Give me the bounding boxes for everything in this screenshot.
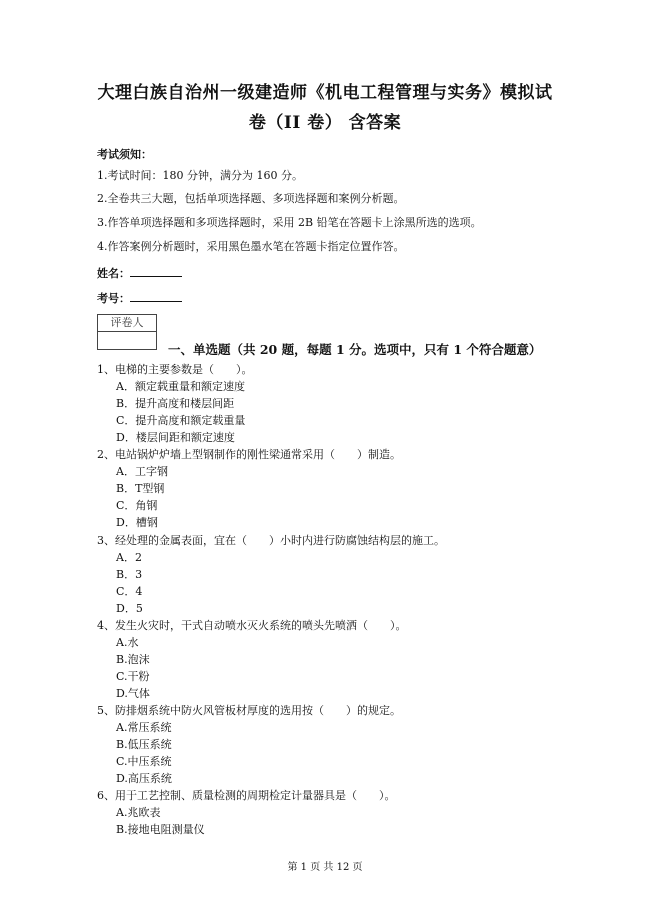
question-option: B.低压系统: [116, 738, 172, 751]
question-option: C.干粉: [116, 670, 150, 683]
exam-no-field: [97, 290, 182, 306]
notice-item: 4.作答案例分析题时，采用黑色墨水笔在答题卡指定位置作答。: [97, 240, 405, 253]
question-stem: 1、电梯的主要参数是（ ）。: [97, 363, 253, 376]
question-option: C．角钢: [116, 499, 158, 512]
exam-no-label: 考号：: [97, 292, 130, 305]
question-stem: 2、电站锅炉炉墙上型钢制作的刚性梁通常采用（ ）制造。: [97, 448, 401, 461]
question-option: D．楼层间距和额定速度: [116, 431, 235, 444]
question-option: A．工字钢: [116, 465, 168, 478]
name-label: 姓名：: [97, 267, 130, 280]
question-option: D．槽钢: [116, 516, 158, 529]
notice-heading: 考试须知：: [97, 148, 152, 161]
name-field: [97, 265, 182, 281]
question-option: B．提升高度和楼层间距: [116, 397, 235, 410]
question-option: C．4: [116, 585, 143, 598]
grader-box: [97, 314, 157, 350]
question-option: A.水: [116, 636, 139, 649]
name-blank: [130, 266, 182, 277]
question-option: D．5: [116, 602, 143, 615]
question-stem: 3、经处理的金属表面，宜在（ ）小时内进行防腐蚀结构层的施工。: [97, 534, 445, 547]
question-option: B．T型钢: [116, 482, 165, 495]
title-line-2: 卷（II 卷） 含答案: [248, 113, 402, 133]
question-option: A．2: [116, 551, 142, 564]
exam-no-blank: [130, 291, 182, 302]
page-footer: 第 1 页 共 12 页: [287, 862, 363, 873]
notice-item: 2.全卷共三大题，包括单项选择题、多项选择题和案例分析题。: [97, 192, 405, 205]
question-option: A.兆欧表: [116, 806, 161, 819]
notice-item: 1.考试时间：180 分钟，满分为 160 分。: [97, 169, 303, 182]
question-stem: 5、防排烟系统中防火风管板材厚度的选用按（ ）的规定。: [97, 704, 401, 717]
question-option: D.气体: [116, 687, 150, 700]
question-option: D.高压系统: [116, 772, 172, 785]
question-option: A．额定载重量和额定速度: [116, 380, 245, 393]
question-stem: 4、发生火灾时，干式自动喷水灭火系统的喷头先喷洒（ ）。: [97, 619, 407, 632]
section-title: 一、单选题（共 20 题，每题 1 分。选项中，只有 1 个符合题意）: [168, 342, 542, 357]
notice-item: 3.作答单项选择题和多项选择题时，采用 2B 铅笔在答题卡上涂黑所选的选项。: [97, 216, 482, 229]
question-stem: 6、用于工艺控制、质量检测的周期检定计量器具是（ ）。: [97, 789, 396, 802]
grader-label: 评卷人: [98, 315, 156, 332]
question-option: C．提升高度和额定载重量: [116, 414, 246, 427]
question-option: A.常压系统: [116, 721, 172, 734]
question-option: B.泡沫: [116, 653, 150, 666]
title-line-1: 大理白族自治州一级建造师《机电工程管理与实务》模拟试: [97, 83, 553, 103]
question-option: B．3: [116, 568, 143, 581]
question-option: B.接地电阻测量仪: [116, 823, 205, 836]
question-option: C.中压系统: [116, 755, 172, 768]
